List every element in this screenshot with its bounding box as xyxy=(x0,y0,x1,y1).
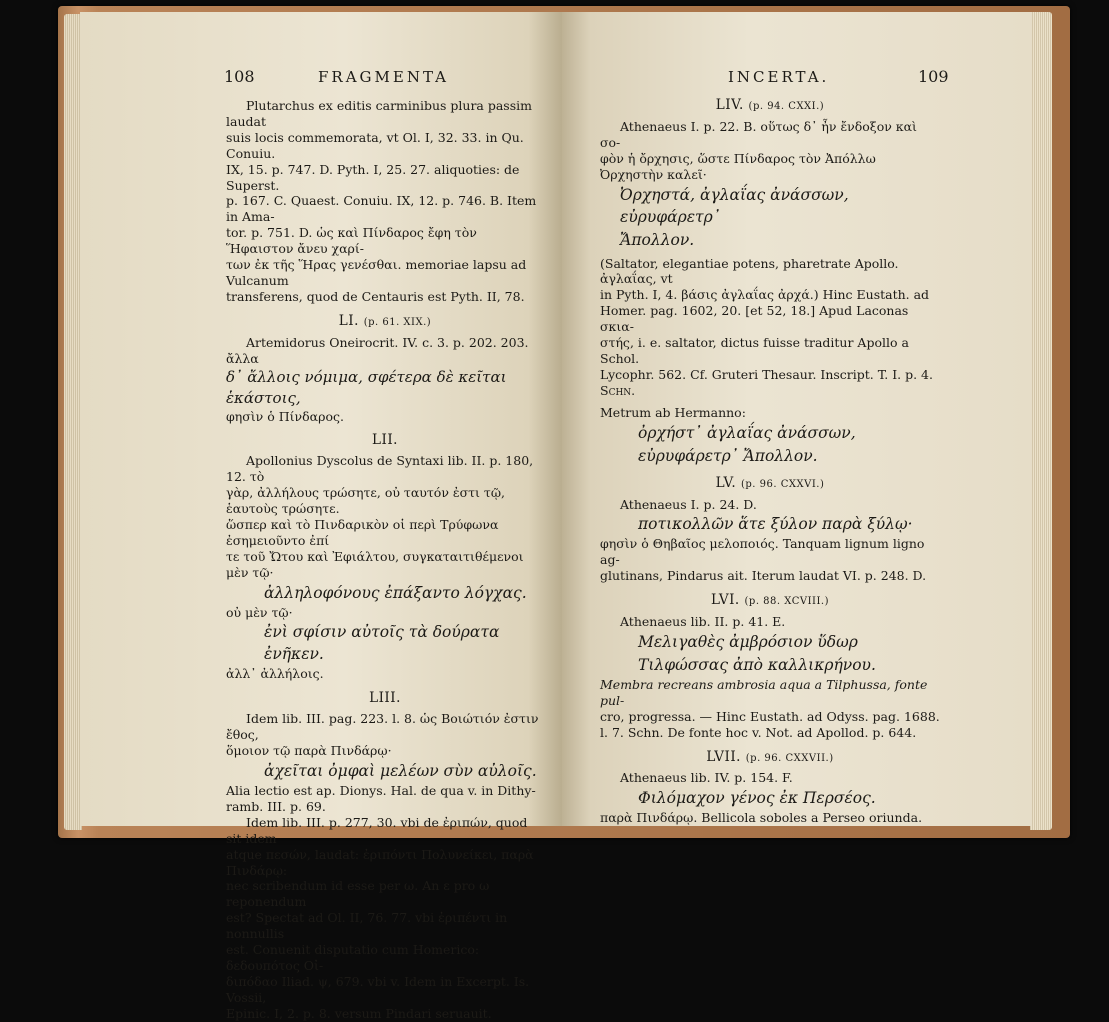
fragment-line: ramb. III. p. 69. xyxy=(226,798,326,814)
intro-line: p. 167. C. Quaest. Conuiu. IX, 12. p. 746. B. Item in Ama- xyxy=(226,193,537,225)
verse-line: ἐνὶ σφίσιν αὐτοῖς τὰ δούρατα ἐνῆκεν. xyxy=(264,623,500,664)
fragment-ref: (p. 88. XCVIII.) xyxy=(744,596,830,608)
fragment-heading-lvi xyxy=(600,593,940,610)
fragment-line: Schn. xyxy=(600,382,636,398)
fragment-line: l. 7. Schn. De fonte hoc v. Not. ad Apollod. p. 644. xyxy=(600,724,917,740)
intro-line: transferens, quod de Centauris est Pyth. II, 78. xyxy=(226,288,525,304)
fragment-line: Athenaeus lib. II. p. 41. E. xyxy=(620,614,786,630)
intro-line: των ἐκ τῆς Ἥρας γενέσθαι. memoriae lapsu ad Vulcanum xyxy=(226,257,527,288)
right-text-block xyxy=(600,96,940,826)
page-edges-right xyxy=(1030,12,1052,830)
fragment-line: δ᾽ ἄλλοις νόμιμα, σφέτερα δὲ κεῖται ἑκάστοις, xyxy=(226,367,507,407)
fragment-line: Lycophr. 562. Cf. Gruteri Thesaur. Inscript. T. I. p. 4. xyxy=(600,366,933,382)
fragment-line: nec scribendum id esse per ω. An ε pro ω reponendum xyxy=(226,878,490,910)
fragment-heading-liii: LIII. xyxy=(369,690,401,707)
fragment-line: ὅμοιον τῷ παρὰ Πινδάρῳ· xyxy=(226,743,392,759)
fragment-line: Idem lib. III. pag. 223. l. 8. ὡς Βοιώτιόν ἐστιν ἔθος, xyxy=(226,711,539,743)
fragment-line: φὸν ἡ ὄρχησις, ὥστε Πίνδαρος τὸν Ἀπόλλω Ὀρχηστὴν καλεῖ· xyxy=(600,150,876,182)
fragment-heading-lvii xyxy=(600,750,940,767)
fragment-number: LV. xyxy=(715,474,737,491)
fragment-heading-li xyxy=(226,314,544,331)
fragment-line: est. Conuenit disputatio cum Homerico: δεδουπότος Οἰ- xyxy=(226,942,480,973)
fragment-line: γὰρ, ἀλλήλους τρώσητε, οὐ ταυτόν ἐστι τῷ, ἑαυτοὺς τρώσητε. xyxy=(226,485,505,517)
verse-line: Μελιγαθὲς ἀμβρόσιον ὕδωρ xyxy=(638,632,858,651)
fragment-line: Athenaeus lib. IV. p. 154. F. xyxy=(620,770,793,786)
fragment-line: atque πεσών, laudat: ἐριπόντι Πολυνείκει, παρὰ Πινδάρῳ: xyxy=(226,846,534,878)
verse-line: Ὀρχηστά, ἀγλαΐας ἀνάσσων, εὐρυφάρετρ᾽ xyxy=(620,185,849,226)
verse-line: ἀλληλοφόνους ἐπάξαντο λόγχας. xyxy=(264,583,527,602)
fragment-line: Apollonius Dyscolus de Syntaxi lib. II. p. 180, 12. τὸ xyxy=(226,453,534,485)
fragment-line: Alia lectio est ap. Dionys. Hal. de qua v. in Dithy- xyxy=(226,783,536,798)
page-number-left: 108 xyxy=(224,67,255,86)
fragment-line: in Pyth. I, 4. βάσις ἀγλαΐας ἀρχά.) Hinc Eustath. ad xyxy=(600,287,930,303)
fragment-line: Athenaeus I. p. 24. D. xyxy=(620,496,757,512)
fragment-number: LVI. xyxy=(710,592,740,609)
fragment-number: LI. xyxy=(338,312,359,329)
fragment-heading-liv xyxy=(600,98,940,115)
fragment-line: διπόδαο Iliad. ψ, 679. vbi v. Idem in Excerpt. Is. Vossii, xyxy=(226,973,530,1005)
intro-line: suis locis commemorata, vt Ol. I, 32. 33. in Qu. Conuiu. xyxy=(226,129,524,161)
fragment-line: Idem lib. III. p. 277, 30. vbi de ἐριπών, quod sit idem xyxy=(226,814,528,846)
fragment-line: φησὶν ὁ Πίνδαρος. xyxy=(226,408,344,424)
verse-line: Ἄπολλον. xyxy=(620,230,695,249)
fragment-line: Athenaeus I. p. 22. B. οὕτως δ᾽ ἦν ἔνδοξον καὶ σο- xyxy=(600,118,917,150)
fragment-line: Homer. pag. 1602, 20. [et 52, 18.] Apud Laconas σκια- xyxy=(600,303,909,335)
fragment-line: ὥσπερ καὶ τὸ Πινδαρικὸν οἱ περὶ Τρύφωνα ἐσημειοῦντο ἐπί xyxy=(226,516,499,548)
fragment-line: οὐ μὲν τῷ· xyxy=(226,604,293,620)
page-number-right: 109 xyxy=(918,67,949,86)
running-head-right: INCERTA. xyxy=(728,68,830,86)
fragment-line: cro, progressa. — Hinc Eustath. ad Odyss. pag. 1688. xyxy=(600,708,940,724)
intro-line: Plutarchus ex editis carminibus plura passim laudat xyxy=(226,98,532,129)
fragment-heading-lii: LII. xyxy=(372,432,398,449)
fragment-ref: (p. 96. CXXVII.) xyxy=(745,752,834,764)
fragment-line: Epinic. I, 2. p. 8. versum Pindari seruauit. xyxy=(226,1005,492,1021)
fragment-line: στής, i. e. saltator, dictus fuisse traditur Apollo a Schol. xyxy=(600,335,909,366)
running-head-left: FRAGMENTA xyxy=(318,68,449,86)
fragment-line: φησὶν ὁ Θηβαῖος μελοποιός. Tanquam lignum ligno ag- xyxy=(600,536,925,568)
left-page xyxy=(80,12,562,1021)
fragment-line: glutinans, Pindarus ait. Iterum laudat VI. p. 248. D. xyxy=(600,568,927,584)
fragment-line: Artemidorus Oneirocrit. IV. c. 3. p. 202. 203. ἄλλα xyxy=(226,334,529,366)
fragment-heading-lv xyxy=(600,476,940,493)
fragment-ref: (p. 61. XIX.) xyxy=(363,316,432,328)
verse-line: εὐρυφάρετρ᾽ Ἄπολλον. xyxy=(638,446,818,465)
left-text-block xyxy=(226,98,544,1022)
fragment-line: παρὰ Πινδάρῳ. Bellicola soboles a Perseo oriunda. xyxy=(600,810,923,826)
verse-line: Τιλφώσσας ἀπὸ καλλικρήνου. xyxy=(638,655,876,674)
fragment-line: est? Spectat ad Ol. II, 76. 77. vbi ἐριπέντι in nonnullis xyxy=(226,910,508,942)
verse-line: Φιλόμαχον γένος ἐκ Περσέος. xyxy=(638,789,876,808)
verse-line: ποτικολλῶν ἅτε ξύλον παρὰ ξύλῳ· xyxy=(638,515,913,534)
fragment-line: τε τοῦ Ὤτου καὶ Ἐφιάλτου, συγκαταιτιθέμενοι μὲν τῷ· xyxy=(226,548,524,580)
fragment-ref: (p. 94. CXXI.) xyxy=(748,101,825,112)
fragment-number: LIV. xyxy=(715,97,744,113)
fragment-line: (Saltator, elegantiae potens, pharetrate Apollo. ἀγλαΐας, vt xyxy=(600,255,899,287)
intro-line: tor. p. 751. D. ὡς καὶ Πίνδαρος ἔφη τὸν Ἥφαιστον ἄνευ χαρί- xyxy=(226,225,477,257)
verse-line: ἀχεῖται ὀμφαὶ μελέων σὺν αὐλοῖς. xyxy=(264,762,537,780)
verse-line: ὀρχήστ᾽ ἀγλαΐας ἀνάσσων, xyxy=(638,423,856,442)
fragment-line: ἀλλ᾽ ἀλλήλοις. xyxy=(226,666,324,682)
right-page xyxy=(562,12,1032,826)
fragment-ref: (p. 96. CXXVI.) xyxy=(740,478,825,490)
fragment-number: LVII. xyxy=(706,748,741,765)
fragment-line: Membra recreans ambrosia aqua a Tilphussa, fonte pul- xyxy=(600,676,928,708)
intro-line: IX, 15. p. 747. D. Pyth. I, 25. 27. aliquoties: de Superst. xyxy=(226,161,520,193)
metrum-label: Metrum ab Hermanno: xyxy=(600,404,746,420)
